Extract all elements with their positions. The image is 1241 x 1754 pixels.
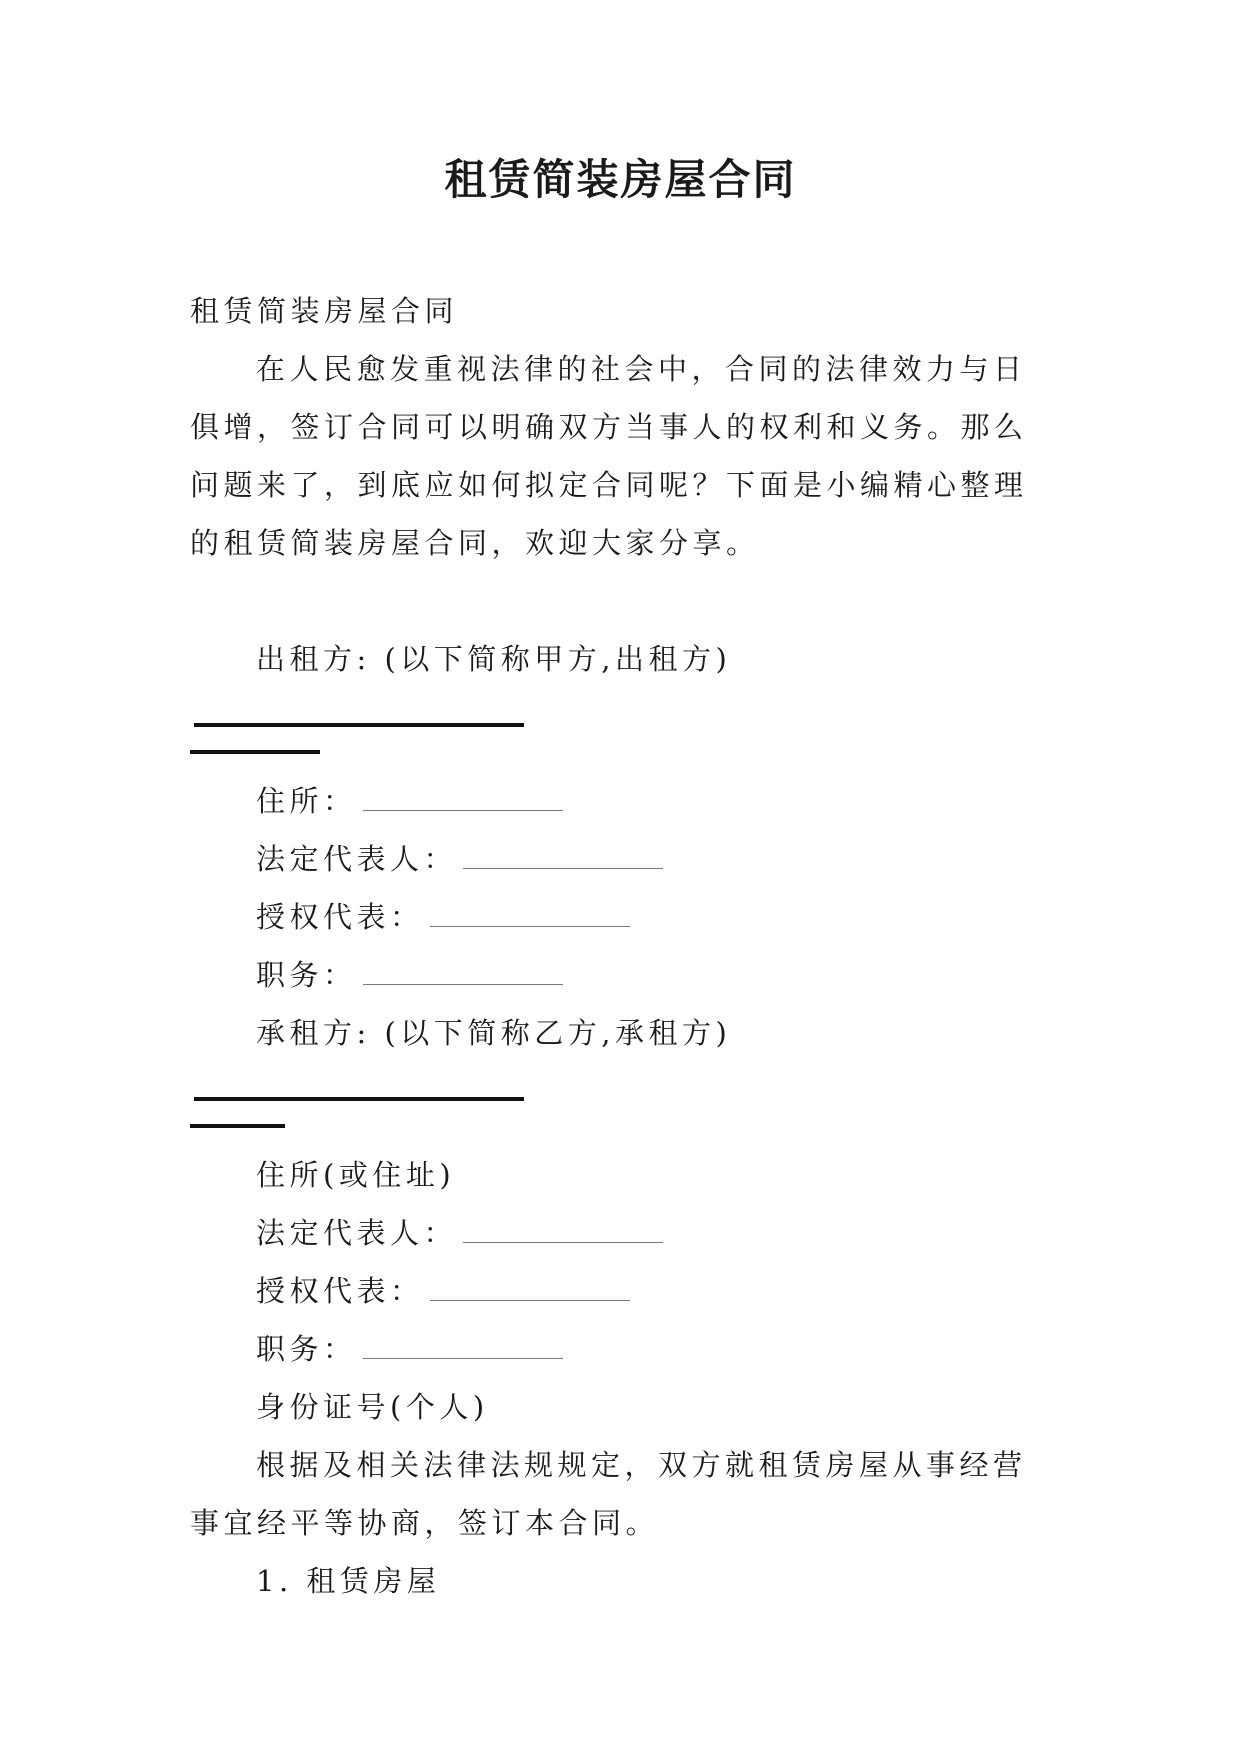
lessee-heading: 承租方: (以下简称乙方,承租方)	[256, 1016, 732, 1050]
field-label: 法定代表人：	[256, 1216, 458, 1250]
document-body	[190, 282, 1052, 1610]
blank-line	[430, 925, 630, 927]
field-label: 授权代表：	[256, 1274, 424, 1308]
paragraph-gap	[190, 572, 1052, 630]
field-label: 职务：	[256, 958, 357, 992]
blank-line	[430, 1299, 630, 1301]
intro-paragraph: 在人民愈发重视法律的社会中，合同的法律效力与日俱增，签订合同可以明确双方当事人的权利和义务。那么问题来了，到底应如何拟定合同呢？下面是小编精心整理的租赁简装房屋合同，欢迎大家分享。	[190, 352, 1028, 560]
lessor-fill-line	[194, 723, 524, 727]
lessor-address-field	[190, 772, 1052, 830]
lessor-heading-row	[190, 630, 1052, 746]
lessee-heading-row	[190, 1004, 1052, 1120]
field-label: 法定代表人：	[256, 842, 458, 876]
lessor-position-field	[190, 946, 1052, 1004]
lessee-address-label: 住所(或住址)	[256, 1158, 456, 1192]
lessor-legal-rep-field	[190, 830, 1052, 888]
field-label: 住所：	[256, 784, 357, 818]
blank-line	[363, 1357, 563, 1359]
section-heading-1: 1. 租赁房屋	[256, 1564, 441, 1598]
field-label: 授权代表：	[256, 900, 424, 934]
lessee-id-label: 身份证号(个人)	[256, 1390, 489, 1424]
lessee-fill-line	[194, 1097, 524, 1101]
lessee-authorized-rep-field	[190, 1262, 1052, 1320]
field-label: 职务：	[256, 1332, 357, 1366]
basis-paragraph: 根据及相关法律法规规定，双方就租赁房屋从事经营事宜经平等协商，签订本合同。	[190, 1448, 1027, 1540]
document-title: 租赁简装房屋合同	[444, 155, 797, 204]
lessee-fill-line-continued	[190, 1124, 285, 1128]
lessor-authorized-rep-field	[190, 888, 1052, 946]
lessee-position-field	[190, 1320, 1052, 1378]
lessor-fill-line-continued	[190, 750, 320, 754]
blank-line	[363, 983, 563, 985]
blank-line	[463, 867, 663, 869]
document-subtitle: 租赁简装房屋合同	[190, 294, 459, 328]
blank-line	[463, 1241, 663, 1243]
lessor-heading: 出租方: (以下简称甲方,出租方)	[256, 642, 732, 676]
blank-line	[363, 809, 563, 811]
lessee-legal-rep-field	[190, 1204, 1052, 1262]
